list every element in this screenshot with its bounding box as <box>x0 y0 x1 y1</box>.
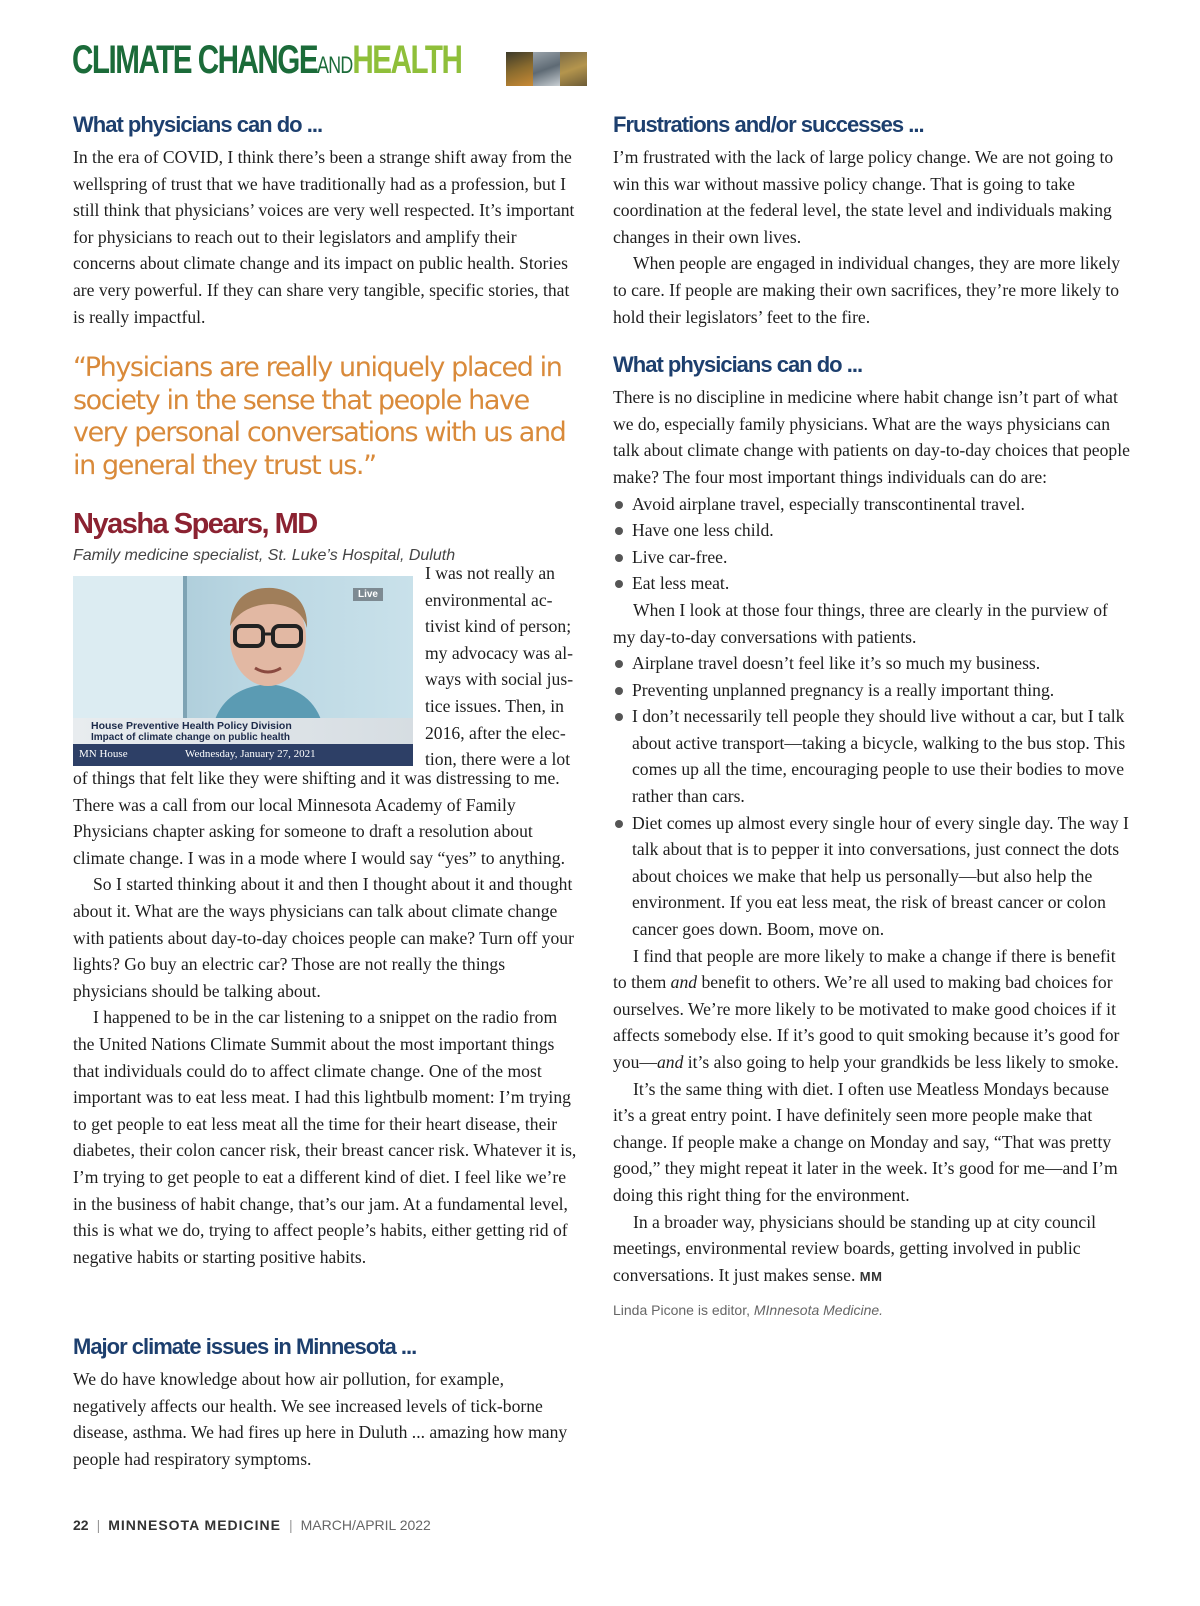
left-para-3: I happened to be in the car listening to a snippet on the radio from the United Nations Climate Summit about the most important things that individuals could do to affect climate change. One of the most important was to eat less meat. I had this lightbulb moment: I’m trying to get people to eat less meat all the time for their heart disease, their diabetes, their colon cancer risk, their breast cancer risk. Whatever it is, I’m trying to get people to eat a different kind of diet. I feel like we’re in the business of habit change, that’s our jam. At a fundamental level, this is what we do, trying to affect people’s habits, either getting rid of negative habits or starting positive habits. <box>73 1007 577 1267</box>
physician-purview-list <box>613 650 1133 943</box>
left-column-top <box>73 112 578 330</box>
left-para-2: So I started thinking about it and then I thought about it and thought about it. What are the ways physicians can talk about climate change with patients about day-to-day choices people can make? Turn off your lights? Go buy an electric car? Those are not really the things physicians should be talking about. <box>73 874 574 1001</box>
bullet-icon <box>615 580 623 588</box>
right-para-diet: It’s the same thing with diet. I often use Meatless Mondays because it’s a great entry point. I have definitely seen more people make that change. If people make a change on Monday and say, “That was pretty good,” they might repeat it later in the week. It’s good for me—and I’m doing this right thing for the environment. <box>613 1078 1118 1205</box>
list-item: Live car-free. <box>613 544 1133 571</box>
interviewee-video-screenshot <box>73 576 413 766</box>
photo-wrap-text <box>425 560 580 773</box>
left-column-body <box>73 765 578 1270</box>
bullet-icon <box>615 687 623 695</box>
left-para-continued: of things that felt like they were shifting and it was distressing to me. There was a call from our local Minnesota Academy of Family Physicians chapter asking for someone to draft a resolution about climate change. I was in a mode where I would say “yes” to anything. <box>73 768 565 868</box>
list-item: Airplane travel doesn’t feel like it’s so much my business. <box>613 650 1133 677</box>
live-badge: Live <box>353 588 383 601</box>
header-title <box>72 40 461 86</box>
wrap-paragraph: I was not really an environmental activist kind of person; my advocacy was always with social justice issues. Then, in 2016, after the election, there were a lot <box>425 563 574 770</box>
list-item: Avoid airplane travel, especially transcontinental travel. <box>613 491 1133 518</box>
header-climate: CLIMATE CHANGE <box>72 38 318 82</box>
section-header <box>72 38 587 86</box>
right-section2-p1: There is no discipline in medicine where habit change isn’t part of what we do, especially family physicians. What are the ways physicians can talk about climate change with patients on day-to-day choices that people make? The four most important things individuals can do are: <box>613 387 1130 487</box>
right-heading-frustrations: Frustrations and/or successes ... <box>613 112 924 137</box>
author-byline: Linda Picone is editor, MInnesota Medicine. <box>613 1302 884 1319</box>
storm-photo-thumbnail <box>533 52 560 86</box>
magazine-name: MINNESOTA MEDICINE <box>108 1517 281 1533</box>
list-item: I don’t necessarily tell people they should live without a car, but I talk about active transport—taking a bicycle, walking to the bus stop. This comes up all the time, encouraging people to use their bodies to move rather than cars. <box>613 703 1133 809</box>
interviewee-title: Family medicine specialist, St. Luke’s Hospital, Duluth <box>73 547 456 564</box>
drought-photo-thumbnail <box>560 52 587 86</box>
list-item: Diet comes up almost every single hour of every single day. The way I talk about that is to pepper it into conversations, just connect the dots about choices we make that help us personally—but also help the environment. If you eat less meat, the risk of breast cancer or colon cancer goes down. Boom, move on. <box>613 810 1133 943</box>
issue-date: MARCH/APRIL 2022 <box>300 1517 431 1533</box>
caption-line-1: House Preventive Health Policy Division <box>91 720 292 732</box>
list-item: Have one less child. <box>613 517 1133 544</box>
left-section1-text: In the era of COVID, I think there’s been a strange shift away from the wellspring of trust that we have traditionally had as a profession, but I still think that physicians’ voices are very well respected. It’s important for physicians to reach out to their legislators and amplify their concerns about climate change and its impact on public health. Stories are very powerful. If they can share very tangible, specific stories, that is really impactful. <box>73 147 575 327</box>
window-background <box>73 576 187 726</box>
individual-actions-list <box>613 491 1133 597</box>
page-footer <box>73 1517 431 1533</box>
pull-quote <box>73 352 578 482</box>
video-caption <box>73 718 413 744</box>
left-heading-what-physicians: What physicians can do ... <box>73 112 323 137</box>
end-mark: MM <box>859 1268 883 1284</box>
bullet-icon <box>615 820 623 828</box>
fire-photo-thumbnail <box>506 52 533 86</box>
left-section-mn-issues <box>73 1334 578 1472</box>
header-health: HEALTH <box>352 38 462 82</box>
right-section1-p2: When people are engaged in individual changes, they are more likely to care. If people are making their own sacrifices, they’re more likely to hold their legislators’ feet to the fire. <box>613 253 1121 327</box>
bullet-icon <box>615 527 623 535</box>
interviewee-name: Nyasha Spears, MD <box>73 508 317 540</box>
right-heading-what-physicians: What physicians can do ... <box>613 352 863 378</box>
header-and: AND <box>317 52 353 79</box>
list-item: Preventing unplanned pregnancy is a really important thing. <box>613 677 1133 704</box>
right-para-benefit: I find that people are more likely to make a change if there is benefit to them and benefit to others. We’re all used to making bad choices for ourselves. We’re more likely to be motivated to make good choices if it affects somebody else. If it’s good to quit smoking because it’s good for you—and it’s also going to help your grandkids be less likely to smoke. <box>613 945 1120 1072</box>
right-section2-p2: When I look at those four things, three are clearly in the purview of my day-to-day conversations with patients. <box>613 599 1108 647</box>
caption-line-2: Impact of climate change on public health <box>91 732 290 743</box>
header-photo-strip <box>506 52 587 86</box>
right-column <box>613 112 1133 1318</box>
person-portrait <box>193 576 343 726</box>
footer-divider: | <box>96 1517 101 1533</box>
channel-name: MN House <box>79 748 128 760</box>
right-section1-p1: I’m frustrated with the lack of large policy change. We are not going to win this war without massive policy change. That is going to take coordination at the federal level, the state level and individuals making changes in their own lives. <box>613 147 1114 247</box>
right-para-broader: In a broader way, physicians should be standing up at city council meetings, environmental review boards, getting involved in public conversations. It just makes sense. MM <box>613 1211 1097 1285</box>
bullet-icon <box>615 660 623 668</box>
bullet-icon <box>615 501 623 509</box>
broadcast-date: Wednesday, January 27, 2021 <box>185 748 316 760</box>
video-info-bar <box>73 744 413 766</box>
footer-divider: | <box>289 1517 293 1533</box>
left-section2-text: We do have knowledge about how air pollution, for example, negatively affects our health. We see increased levels of tick-borne disease, asthma. We had fires up here in Duluth ... amazing how many people had respiratory symptoms. <box>73 1369 568 1469</box>
bullet-icon <box>615 554 623 562</box>
pull-quote-text: “Physicians are really uniquely placed in society in the sense that people have very personal conversations with us and in general they trust us.” <box>73 352 566 481</box>
left-heading-major-issues: Major climate issues in Minnesota ... <box>73 1334 417 1359</box>
list-item: Eat less meat. <box>613 570 1133 597</box>
bullet-icon <box>615 713 623 721</box>
page-number: 22 <box>73 1517 89 1533</box>
